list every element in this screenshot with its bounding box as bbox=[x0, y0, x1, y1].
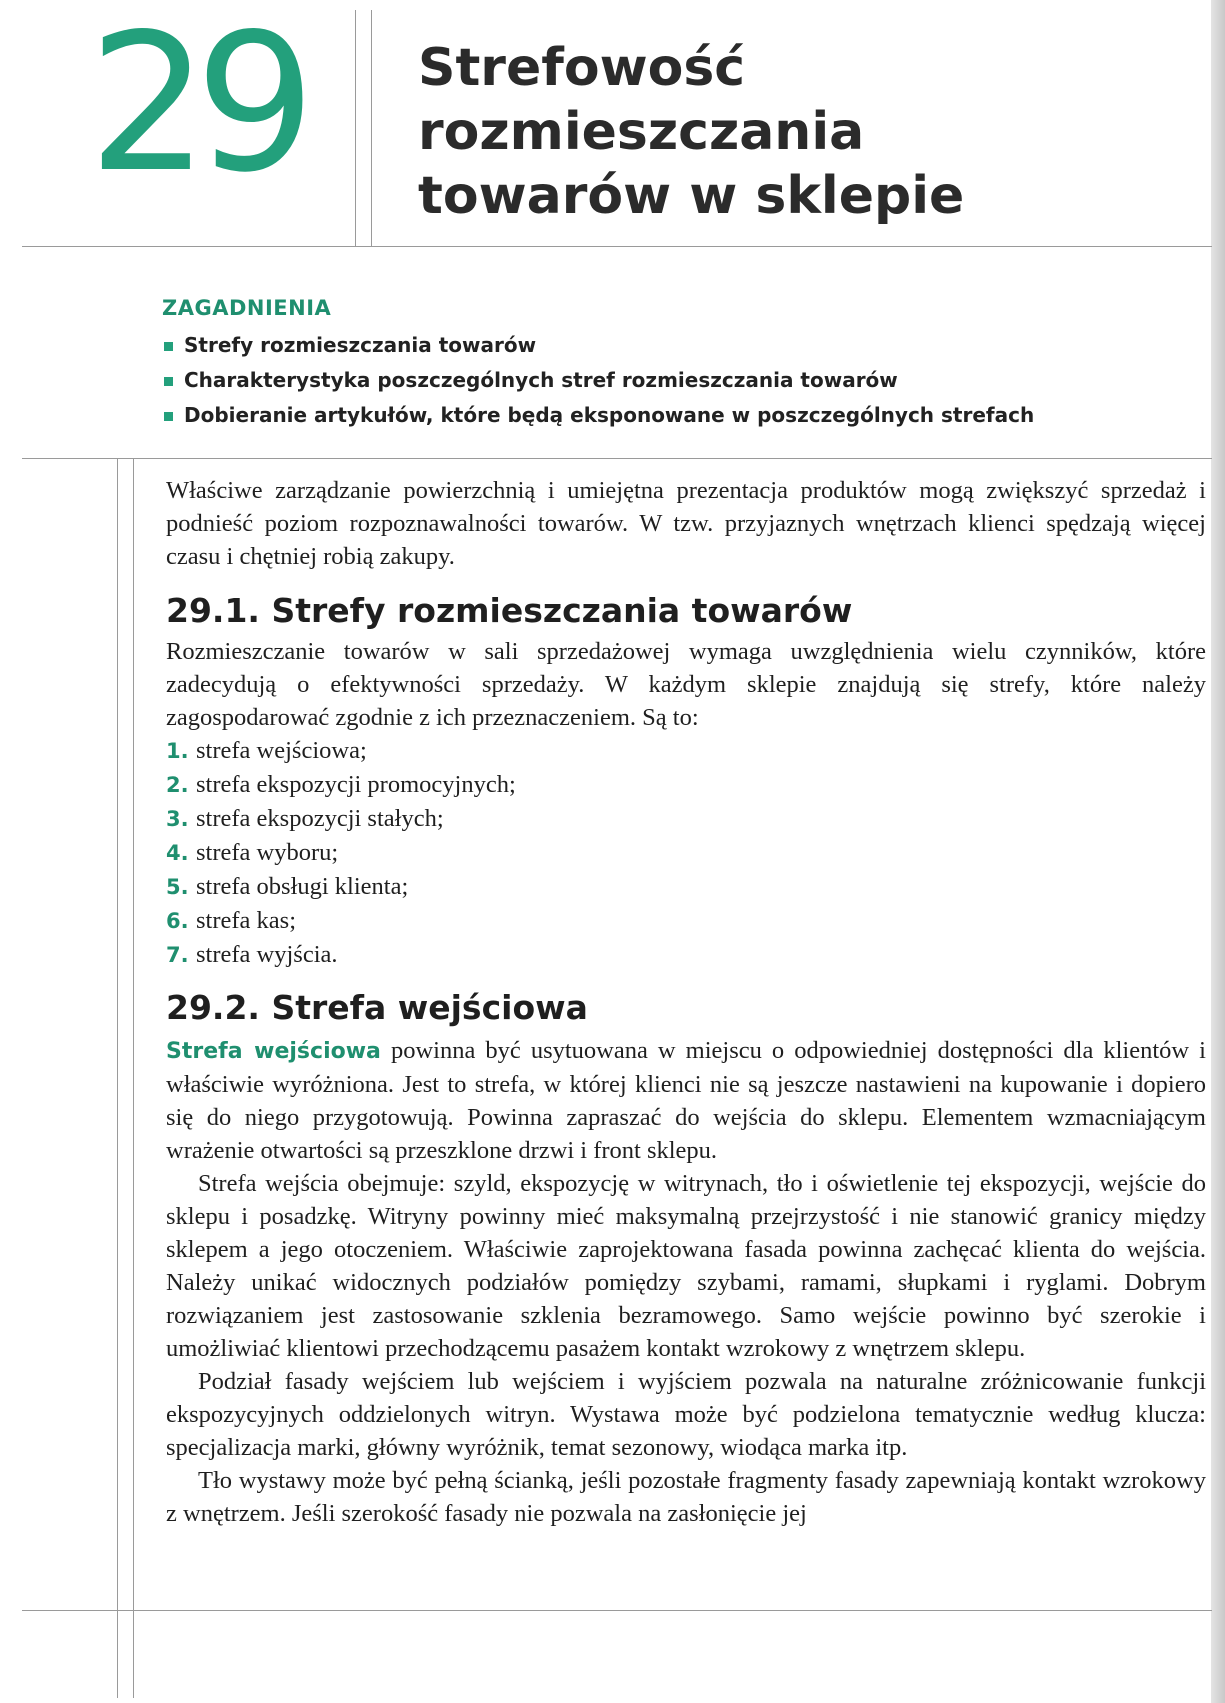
list-item bbox=[166, 938, 1206, 972]
list-item-number: 2. bbox=[166, 773, 189, 797]
chapter-number: 29 bbox=[88, 0, 302, 214]
topics-item: Strefy rozmieszczania towarów bbox=[162, 328, 1062, 363]
body-content bbox=[166, 474, 1206, 1530]
margin-rule-left bbox=[117, 458, 118, 1698]
list-item-text: strefa ekspozycji stałych; bbox=[196, 805, 444, 832]
list-item-text: strefa wejściowa; bbox=[196, 737, 367, 764]
list-item-number: 7. bbox=[166, 943, 189, 967]
chapter-title bbox=[418, 36, 1208, 228]
list-item bbox=[166, 836, 1206, 870]
zones-list bbox=[166, 734, 1206, 972]
topics-box bbox=[162, 296, 1062, 433]
list-item-text: strefa obsługi klienta; bbox=[196, 873, 409, 900]
chapter-title-line1: Strefowość rozmieszczania bbox=[418, 38, 865, 162]
list-item bbox=[166, 768, 1206, 802]
list-item bbox=[166, 734, 1206, 768]
list-item bbox=[166, 904, 1206, 938]
topics-list bbox=[162, 328, 1062, 433]
topics-bottom-rule bbox=[22, 458, 1212, 459]
page-edge-shadow bbox=[1211, 0, 1225, 1703]
list-item-text: strefa ekspozycji promocyjnych; bbox=[196, 771, 516, 798]
topics-item: Dobieranie artykułów, które będą eksponowane w poszczególnych strefach bbox=[162, 398, 1062, 433]
margin-rule-right bbox=[133, 458, 134, 1698]
header-divider-right bbox=[371, 10, 372, 246]
list-item-text: strefa wyjścia. bbox=[196, 941, 338, 968]
list-item-text: strefa wyboru; bbox=[196, 839, 339, 866]
list-item-number: 3. bbox=[166, 807, 189, 831]
list-item bbox=[166, 870, 1206, 904]
section-29-2-paragraph-2: Strefa wejścia obejmuje: szyld, ekspozycję w witrynach, tło i oświetlenie tej ekspozycji, wejście do sklepu i posadzkę. Witryny powinny mieć maksymalną przejrzystość i nie stanowić granicy między sklepem a jego otoczeniem. Właściwie zaprojektowana fasada powinna zachęcać klienta do wejścia. Należy unikać widocznych podziałów pomiędzy szybami, ramami, słupkami i ryglami. Dobrym rozwiązaniem jest zastosowanie szklenia bezramowego. Samo wejście powinno być szerokie i umożliwiać klientowi przechodzącemu pasażem kontakt wzrokowy z wnętrzem sklepu. bbox=[166, 1170, 1206, 1362]
section-29-2-paragraph-3: Podział fasady wejściem lub wejściem i wyjściem pozwala na naturalne zróżnicowanie funkcji ekspozycyjnych oddzielonych witryn. Wystawa może być podzielona tematycznie według klucza: specjalizacja marki, główny wyróżnik, temat sezonowy, wiodąca marka itp. bbox=[166, 1368, 1206, 1461]
section-29-2-paragraph-4: Tło wystawy może być pełną ścianką, jeśli pozostałe fragmenty fasady zapewniają kontakt wzrokowy z wnętrzem. Jeśli szerokość fasady nie pozwala na zasłonięcie jej bbox=[166, 1467, 1206, 1527]
footer-rule bbox=[22, 1610, 1212, 1611]
topics-heading: ZAGADNIENIA bbox=[162, 296, 332, 320]
paragraph-text: powinna być usytuowana w miejscu o odpowiedniej dostępności dla klientów i właściwie wyróżniona. Jest to strefa, w której klienci nie są jeszcze nastawieni na kupowanie i dopiero się do niego przygotowują. Powinna zapraszać do wejścia do sklepu. Elementem wzmacniającym wrażenie otwartości są przeszklone drzwi i front sklepu. bbox=[166, 1037, 1206, 1164]
section-29-2-paragraph-1 bbox=[166, 1034, 1206, 1167]
list-item-number: 4. bbox=[166, 841, 189, 865]
list-item-text: strefa kas; bbox=[196, 907, 296, 934]
list-item bbox=[166, 802, 1206, 836]
intro-paragraph: Właściwe zarządzanie powierzchnią i umiejętna prezentacja produktów mogą zwiększyć sprzedaż i podnieść poziom rozpoznawalności towarów. W tzw. przyjaznych wnętrzach klienci spędzają więcej czasu i chętniej robią zakupy. bbox=[166, 477, 1206, 570]
section-heading-29-2: 29.2. Strefa wejściowa bbox=[166, 988, 588, 1027]
header-divider-left bbox=[355, 10, 356, 246]
topics-item: Charakterystyka poszczególnych stref rozmieszczania towarów bbox=[162, 363, 1062, 398]
header-bottom-rule bbox=[22, 246, 1212, 247]
list-item-number: 5. bbox=[166, 875, 189, 899]
list-item-number: 1. bbox=[166, 739, 189, 763]
list-item-number: 6. bbox=[166, 909, 189, 933]
section-29-1-paragraph: Rozmieszczanie towarów w sali sprzedażowej wymaga uwzględnienia wielu czynników, które zadecydują o efektywności sprzedaży. W każdym sklepie znajdują się strefy, które należy zagospodarować zgodnie z ich przeznaczeniem. Są to: bbox=[166, 638, 1206, 731]
section-heading-29-1: 29.1. Strefy rozmieszczania towarów bbox=[166, 591, 853, 630]
key-term: Strefa wejściowa bbox=[166, 1039, 381, 1064]
chapter-title-line2: towarów w sklepie bbox=[418, 166, 965, 226]
